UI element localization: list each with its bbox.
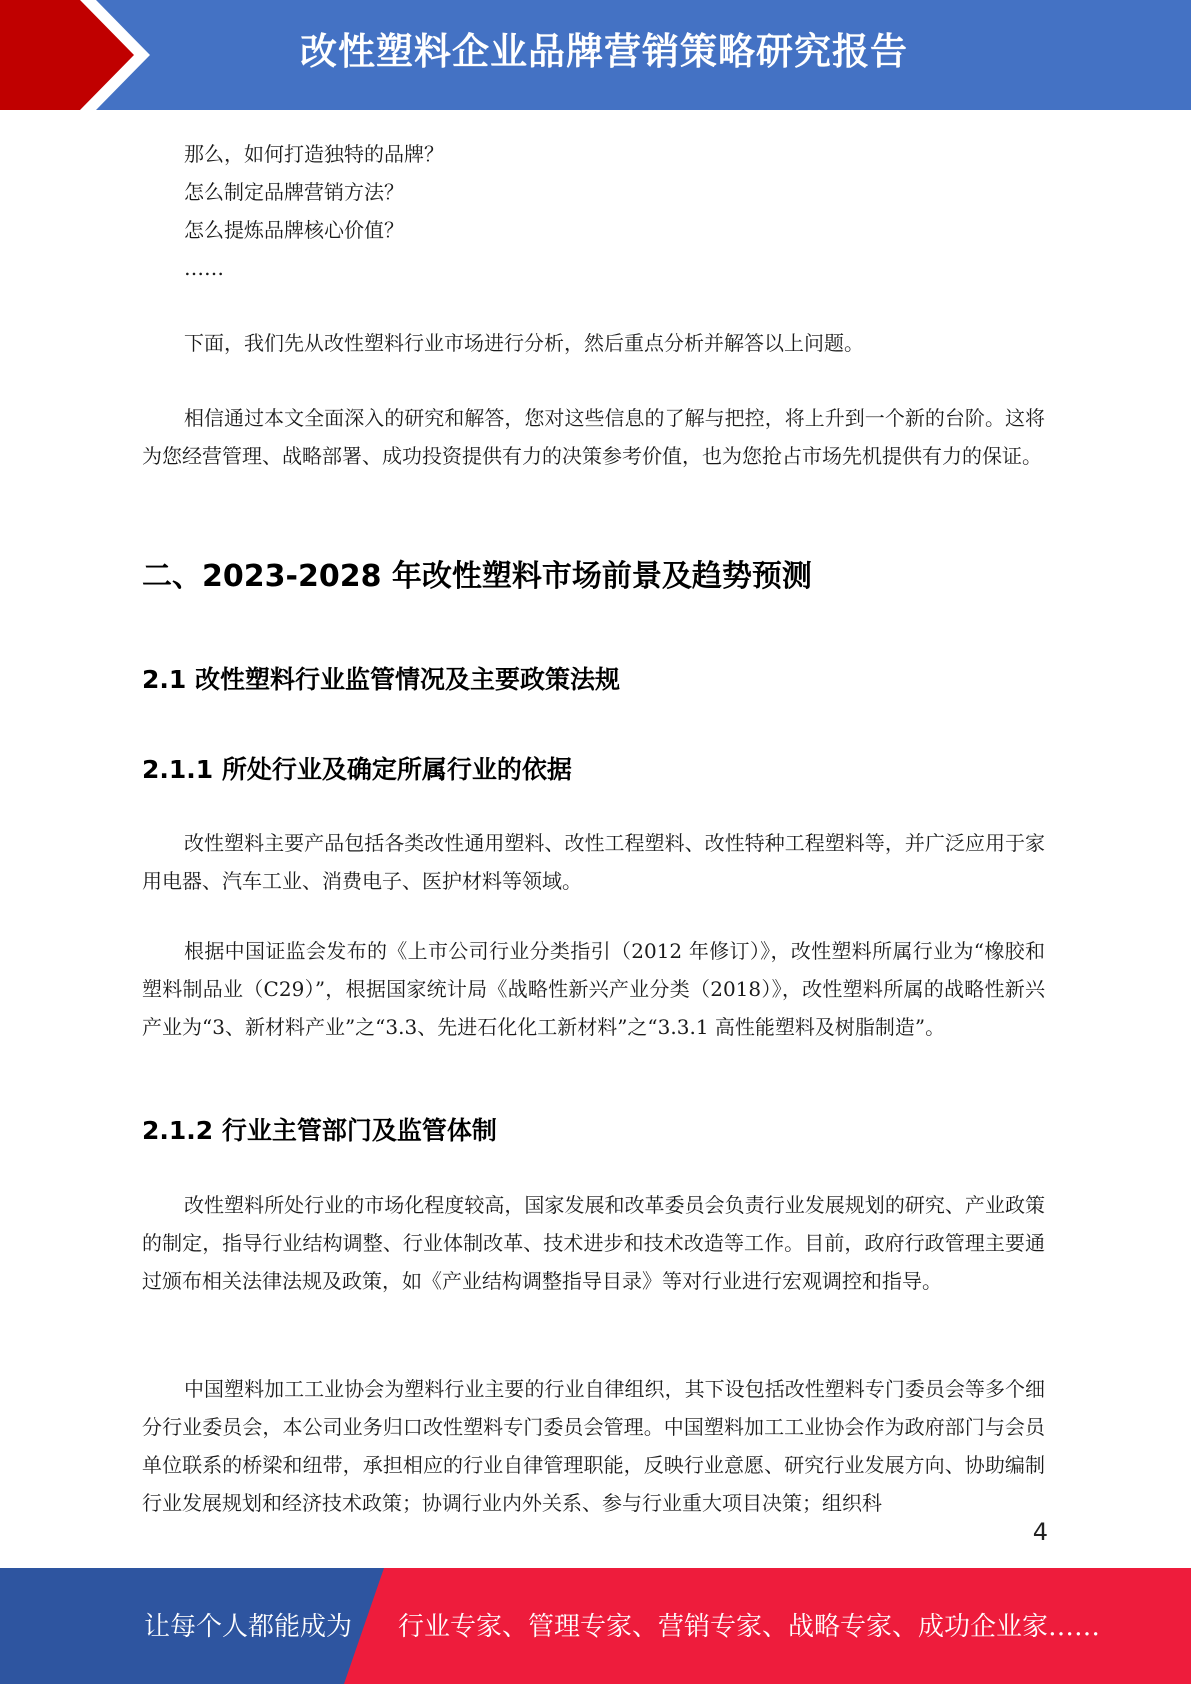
section-2-1-2-paragraph-1-block [142, 1186, 1045, 1300]
section-2-1-1-paragraph-2-block [142, 932, 1045, 1046]
section-2-1-title: 2.1 改性塑料行业监管情况及主要政策法规 [142, 665, 620, 694]
page-number: 4 [1032, 1518, 1048, 1546]
footer-slogan-left: 让每个人都能成为 [144, 1612, 353, 1642]
question-2: 怎么制定品牌营销方法？ [184, 180, 404, 204]
section-2-1-2-paragraph-2: 中国塑料加工工业协会为塑料行业主要的行业自律组织，其下设包括改性塑料专门委员会等多个细分行业委员会，本公司业务归口改性塑料专门委员会管理。中国塑料加工工业协会作为政府部门与会员单位联系的桥梁和纽带，承担相应的行业自律管理职能，反映行业意愿、研究行业发展方向、协助编制行业发展规划和经济技术政策；协调行业内外关系、参与行业重大项目决策；组织科 [142, 1377, 1045, 1515]
document-title: 改性塑料企业品牌营销策略研究报告 [300, 30, 908, 73]
intro-paragraph-2-block [142, 399, 1045, 475]
footer-banner [0, 1568, 1191, 1684]
section-2-1-1-paragraph-1: 改性塑料主要产品包括各类改性通用塑料、改性工程塑料、改性特种工程塑料等，并广泛应用于家用电器、汽车工业、消费电子、医护材料等领域。 [142, 831, 1045, 893]
section-2-1-1-paragraph-2: 根据中国证监会发布的《上市公司行业分类指引（2012 年修订）》，改性塑料所属行业为“橡胶和塑料制品业（C29）”，根据国家统计局《战略性新兴产业分类（2018）》，改性塑料所属的战略性新兴产业为“3、新材料产业”之“3.3、先进石化化工新材料”之“3.3.1 高性能塑料及树脂制造”。 [142, 939, 1045, 1039]
header-banner [0, 0, 1191, 110]
question-3: 怎么提炼品牌核心价值？ [184, 218, 404, 242]
section-2-1-2-heading-block [142, 1113, 1045, 1149]
header-arrow-decoration [0, 0, 160, 110]
footer-slogan-right: 行业专家、管理专家、营销专家、战略专家、成功企业家…… [398, 1612, 1101, 1642]
section-2-1-2-paragraph-2-block [142, 1370, 1045, 1522]
question-1: 那么，如何打造独特的品牌？ [184, 142, 444, 166]
ellipsis: …… [184, 256, 224, 280]
section-2-title: 二、2023-2028 年改性塑料市场前景及趋势预测 [142, 559, 812, 594]
section-2-1-1-title: 2.1.1 所处行业及确定所属行业的依据 [142, 755, 572, 784]
intro-paragraph-1-block [142, 324, 1045, 362]
section-2-heading-block [142, 556, 1045, 598]
section-2-1-heading-block [142, 662, 1045, 698]
intro-paragraph-2: 相信通过本文全面深入的研究和解答，您对这些信息的了解与把控，将上升到一个新的台阶。这将为您经营管理、战略部署、成功投资提供有力的决策参考价值，也为您抢占市场先机提供有力的保证。 [142, 406, 1045, 468]
section-2-1-2-title: 2.1.2 行业主管部门及监管体制 [142, 1116, 497, 1145]
intro-paragraph-1: 下面，我们先从改性塑料行业市场进行分析，然后重点分析并解答以上问题。 [184, 331, 864, 355]
section-2-1-2-paragraph-1: 改性塑料所处行业的市场化程度较高，国家发展和改革委员会负责行业发展规划的研究、产业政策的制定，指导行业结构调整、行业体制改革、技术进步和技术改造等工作。目前，政府行政管理主要通过颁布相关法律法规及政策，如《产业结构调整指导目录》等对行业进行宏观调控和指导。 [142, 1193, 1045, 1293]
intro-questions [142, 135, 1045, 287]
section-2-1-1-heading-block [142, 752, 1045, 788]
section-2-1-1-paragraph-1-block [142, 824, 1045, 900]
